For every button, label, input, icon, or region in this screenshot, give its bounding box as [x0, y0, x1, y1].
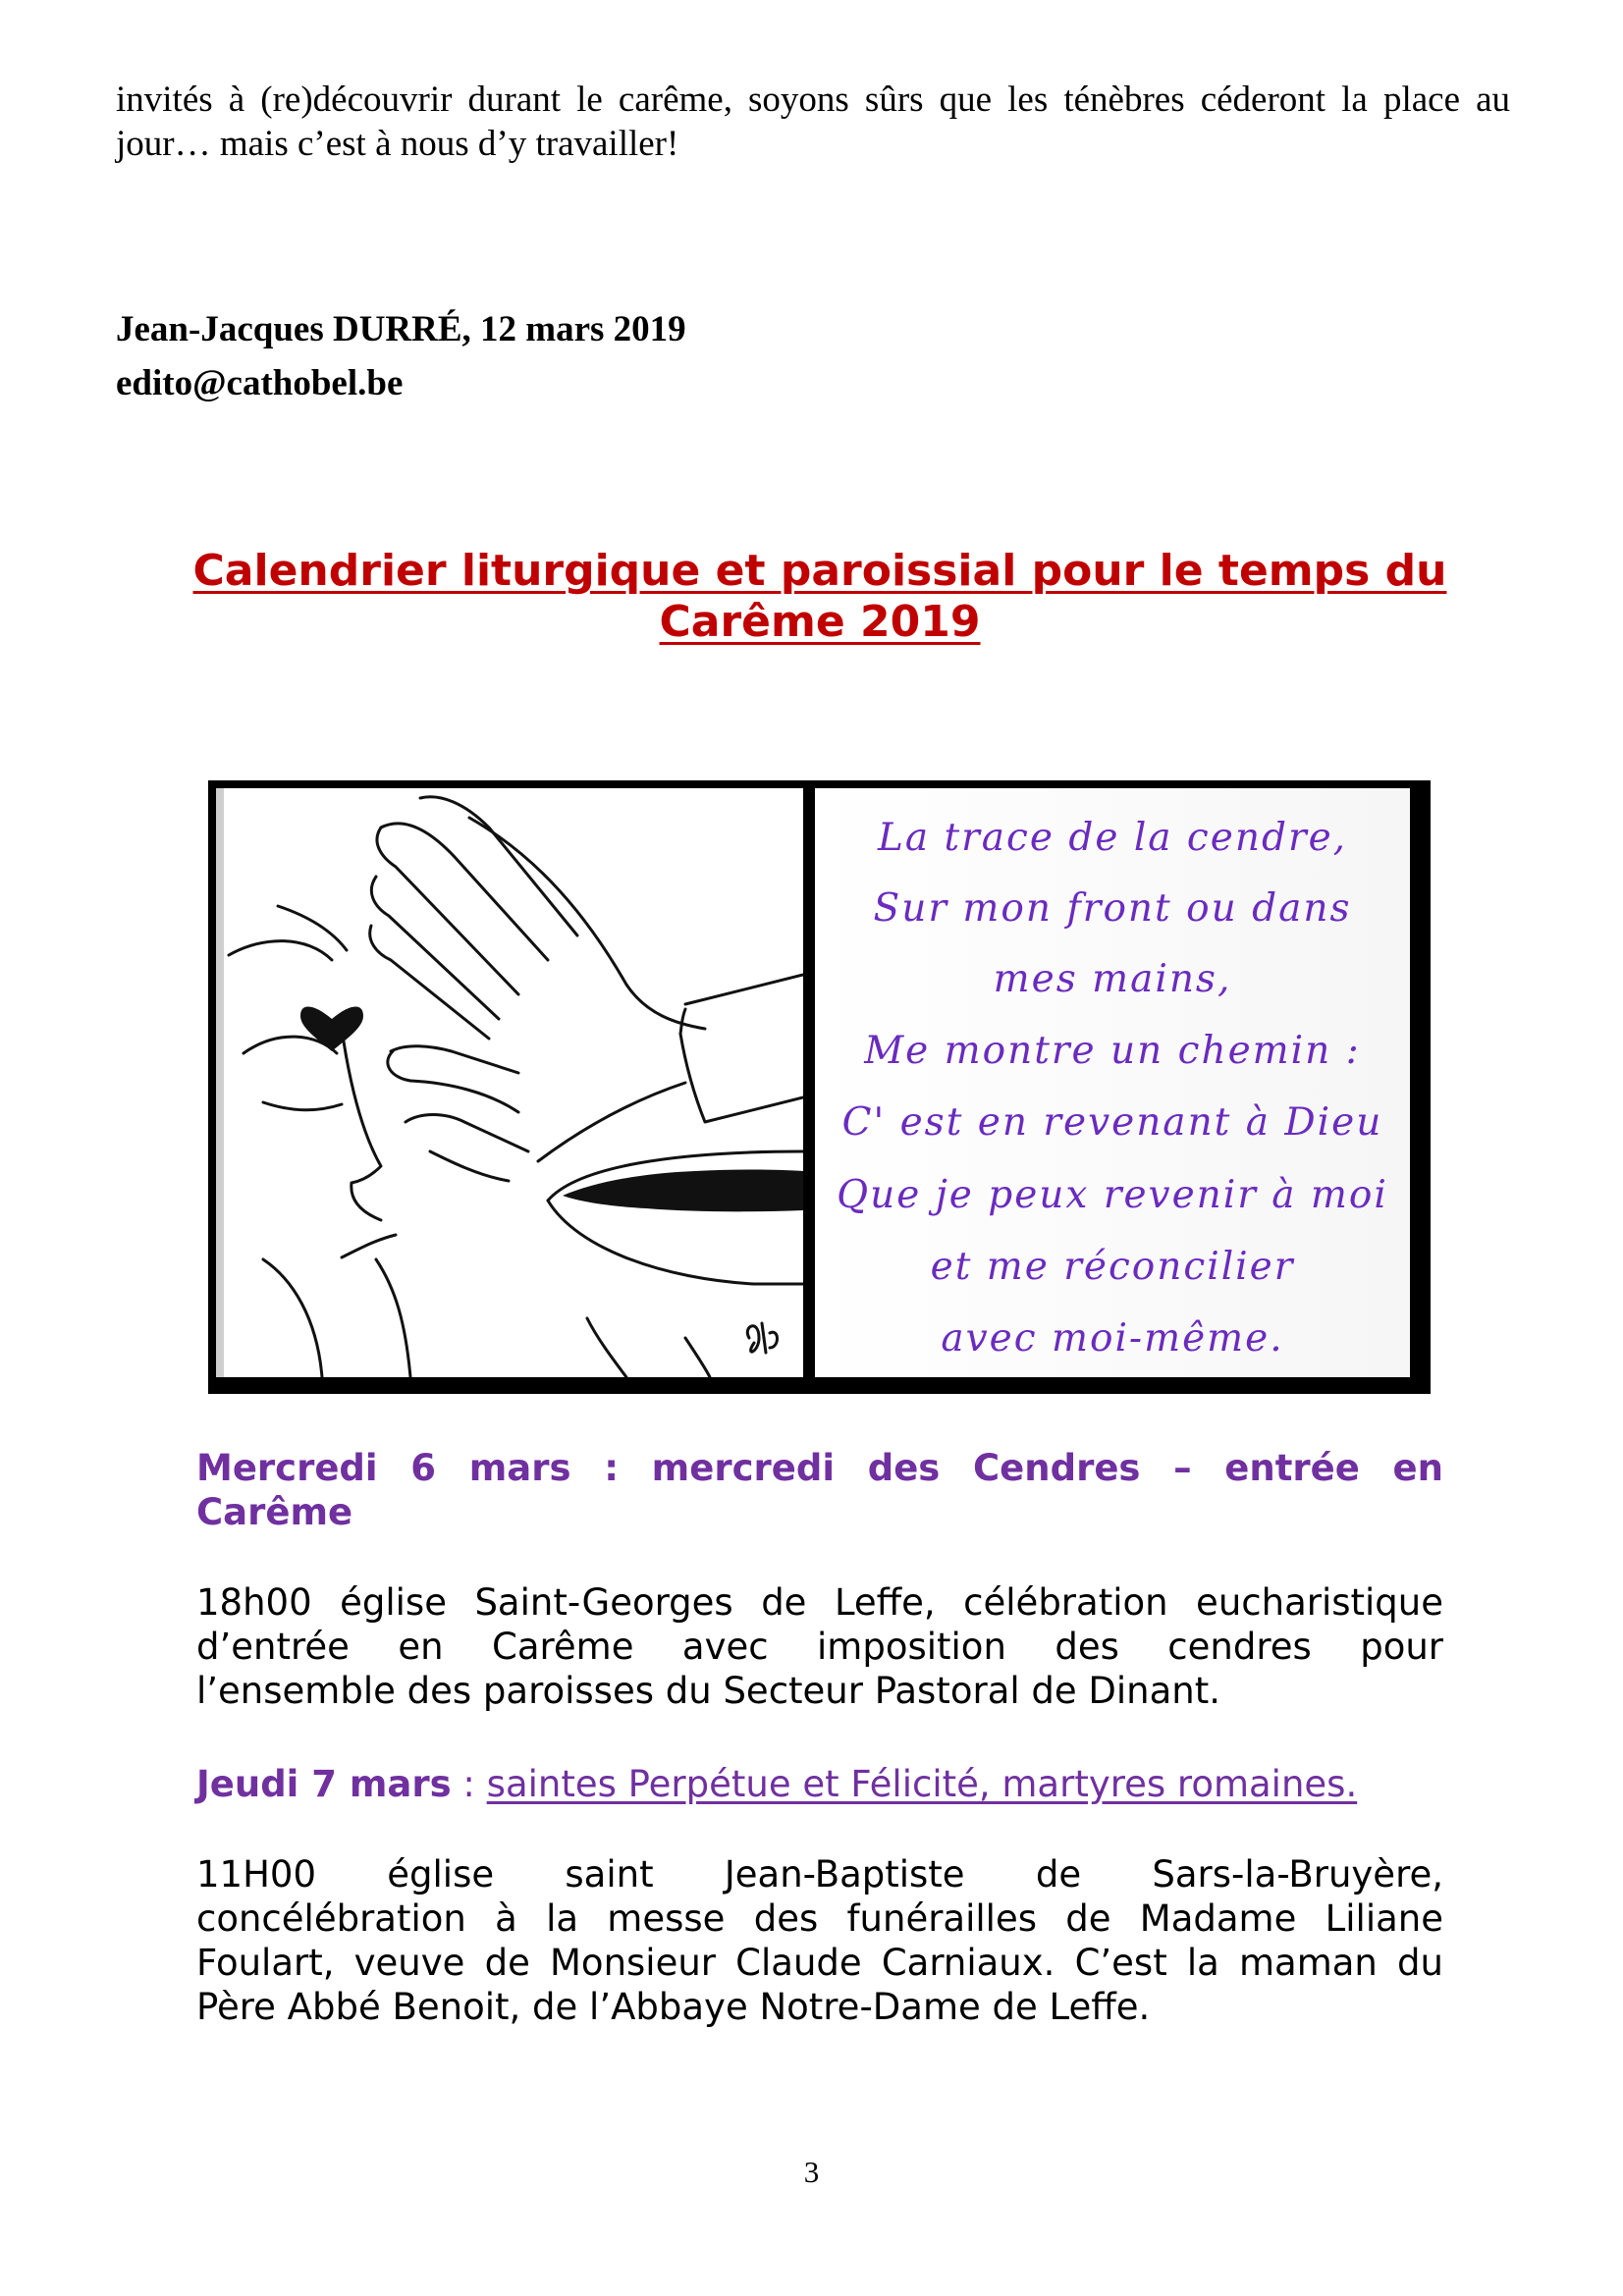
author-signature-block: [116, 302, 686, 410]
poem-line: Me montre un chemin :: [864, 1029, 1361, 1073]
entry-body-ash-wednesday: [196, 1580, 1443, 1713]
intro-paragraph: [116, 75, 1510, 170]
page-number: 3: [803, 2155, 820, 2189]
body-line: 18h00 église Saint-Georges de Leffe, célébration eucharistique: [196, 1581, 1443, 1624]
poem-line: Sur mon front ou dans: [873, 886, 1352, 931]
poem-line: Que je peux revenir à moi: [837, 1173, 1388, 1217]
entry-body-thursday: [196, 1852, 1443, 2029]
entry-title-line: Carême: [196, 1491, 353, 1533]
section-title-line: Calendrier liturgique et paroissial pour le temps du: [192, 546, 1447, 596]
intro-line: invités à (re)découvrir durant le carême, soyons sûrs que les ténèbres céderont la place au: [116, 80, 1510, 119]
entry-title-thursday: [196, 1762, 1357, 1806]
entry-title-line: Mercredi 6 mars : mercredi des Cendres – entrée en: [196, 1447, 1443, 1489]
poem-panel: [815, 788, 1410, 1377]
body-line: l’ensemble des paroisses du Secteur Pastoral de Dinant.: [196, 1670, 1221, 1712]
saints-link[interactable]: saintes Perpétue et Félicité, martyres romaines.: [486, 1763, 1358, 1805]
section-title-line: Carême 2019: [659, 597, 981, 647]
body-line: Père Abbé Benoit, de l’Abbaye Notre-Dame de Leffe.: [196, 1986, 1151, 2028]
entry-title-ash-wednesday: [196, 1446, 1443, 1534]
poem-line: et me réconcilier: [930, 1245, 1295, 1289]
entry-date-label: Jeudi 7 mars: [196, 1763, 452, 1805]
poem-line: C' est en revenant à Dieu: [841, 1100, 1383, 1145]
body-line: Foulart, veuve de Monsieur Claude Carniaux. C’est la maman du: [196, 1942, 1443, 1984]
intro-line: jour… mais c’est à nous d’y travailler!: [116, 124, 679, 164]
forehead-cross-drawing: [216, 788, 803, 1377]
poem-line: mes mains,: [993, 957, 1232, 1001]
ash-wednesday-illustration: [208, 780, 1431, 1394]
body-line: concélébration à la messe des funérailles de Madame Liliane: [196, 1897, 1443, 1940]
poem-line: La trace de la cendre,: [877, 816, 1348, 860]
ash-drawing-icon: [224, 788, 803, 1377]
author-signature: Jean-Jacques DURRÉ, 12 mars 2019: [116, 309, 686, 349]
author-email: edito@cathobel.be: [116, 363, 404, 403]
entry-separator: :: [451, 1763, 487, 1805]
poem-line: avec moi-même.: [941, 1316, 1284, 1361]
body-line: d’entrée en Carême avec imposition des cendres pour: [196, 1626, 1443, 1668]
section-title: [147, 546, 1492, 648]
body-line: 11H00 église saint Jean-Baptiste de Sars-la-Bruyère,: [196, 1853, 1443, 1896]
